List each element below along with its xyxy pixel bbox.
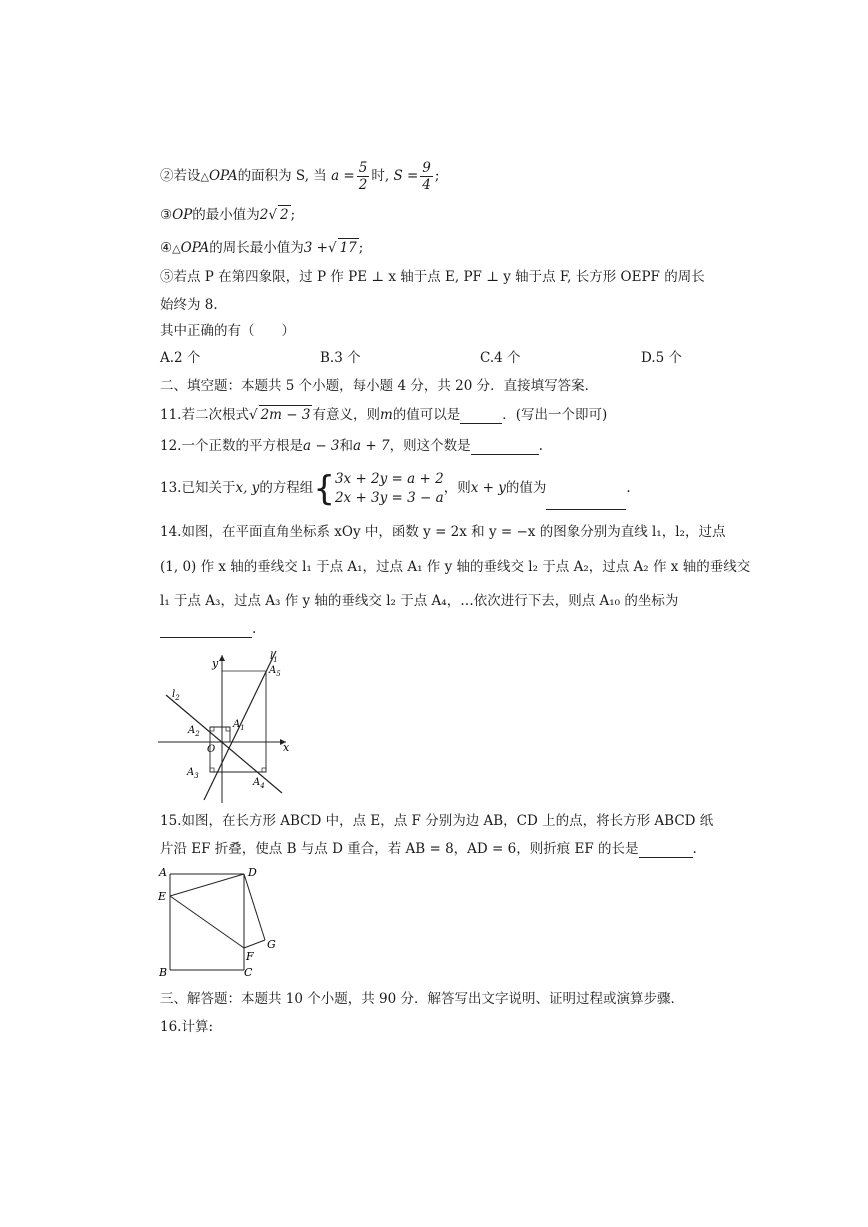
label-a1-sub: 1 bbox=[240, 724, 245, 732]
label-g: G bbox=[267, 938, 276, 951]
label-a3-sub: 3 bbox=[194, 772, 199, 780]
equation-2: 2x + 3y = 3 − a bbox=[334, 489, 444, 506]
statement-2-when: 时, bbox=[371, 168, 390, 184]
fraction-5-2 bbox=[357, 160, 370, 193]
answer-blank[interactable] bbox=[546, 495, 626, 510]
equation-system bbox=[335, 470, 444, 508]
q15-end: . bbox=[692, 841, 697, 857]
statement-3-op: OP bbox=[172, 207, 193, 223]
label-a2-main: A bbox=[188, 725, 196, 736]
fraction-numerator: 5 bbox=[358, 160, 368, 176]
question-11 bbox=[160, 405, 607, 424]
label-a5-main: A bbox=[269, 665, 277, 676]
statement-2 bbox=[160, 158, 439, 195]
statement-4 bbox=[160, 238, 363, 258]
triangle-symbol: △ bbox=[200, 170, 209, 183]
label-d: D bbox=[248, 866, 257, 879]
statement-2-a-var: a = bbox=[331, 168, 355, 184]
label-a3-main: A bbox=[187, 767, 195, 778]
label-y: y bbox=[212, 657, 219, 670]
q13-expr: x + y bbox=[470, 480, 506, 496]
q14-line-4 bbox=[160, 620, 256, 638]
answer-blank[interactable] bbox=[471, 440, 539, 455]
statement-3-coef: 2 bbox=[259, 207, 269, 223]
q15-line-2 bbox=[160, 840, 697, 858]
segment-dg bbox=[244, 874, 265, 940]
segment-ef bbox=[170, 896, 244, 948]
label-a2 bbox=[187, 725, 200, 738]
sqrt-sign: √ bbox=[248, 407, 258, 423]
statement-4-radicand: 17 bbox=[339, 240, 357, 256]
statement-3-radicand: 2 bbox=[279, 207, 289, 223]
answer-blank[interactable] bbox=[160, 623, 252, 638]
option-b: B.3 个 bbox=[320, 350, 361, 366]
figure-14-coordinate-plane bbox=[156, 645, 296, 805]
section-2-heading: 二、填空题：本题共 5 个小题，每小题 4 分，共 20 分．直接填写答案． bbox=[160, 378, 599, 394]
q11-radicand: 2m − 3 bbox=[260, 407, 311, 423]
q12-expr-2: a + 7 bbox=[353, 438, 390, 454]
q11-text: 有意义，则 bbox=[312, 407, 380, 423]
statement-4-triangle: OPA bbox=[180, 240, 210, 256]
statement-5-line-2: 始终为 8. bbox=[160, 297, 218, 313]
right-angle-mark bbox=[226, 727, 230, 731]
label-l2-main: l bbox=[172, 689, 176, 700]
q13-then: ，则 bbox=[443, 480, 471, 496]
q14-line-2: (1, 0) 作 x 轴的垂线交 l₁ 于点 A₁，过点 A₁ 作 y 轴的垂线交 l₂ 于点 A₂，过点 A₂ 作 x 轴的垂线交 bbox=[160, 559, 751, 575]
brace-symbol: { bbox=[313, 468, 335, 509]
fraction-numerator: 9 bbox=[422, 160, 431, 176]
q15-line-2-text: 片沿 EF 折叠，使点 B 与点 D 重合，若 AB = 8，AD = 6，则折痕 EF 的长是 bbox=[160, 841, 639, 857]
q11-note: ．(写出一个即可) bbox=[502, 407, 608, 423]
q12-text: ，则这个数是 bbox=[389, 438, 471, 454]
label-a: A bbox=[159, 866, 167, 879]
q12-and: 和 bbox=[339, 438, 354, 454]
q12-prefix: 12.一个正数的平方根是 bbox=[160, 438, 303, 454]
label-a4 bbox=[252, 777, 265, 790]
figure-15-rectangle-fold bbox=[156, 862, 286, 982]
segment-ed bbox=[170, 874, 244, 896]
q13-vars: x, y bbox=[235, 480, 260, 496]
statement-2-triangle: OPA bbox=[208, 168, 238, 184]
q15-line-1: 15.如图，在长方形 ABCD 中，点 E，点 F 分别为边 AB，CD 上的点，将长方形 ABCD 纸 bbox=[160, 813, 714, 829]
q11-text-2: 的值可以是 bbox=[392, 407, 461, 423]
option-d: D.5 个 bbox=[641, 350, 683, 366]
fraction-denominator: 4 bbox=[422, 177, 431, 193]
statement-3-text: 的最小值为 bbox=[192, 207, 260, 223]
label-a4-sub: 4 bbox=[260, 782, 265, 790]
label-l2-sub: 2 bbox=[175, 694, 180, 702]
sqrt-sign: √ bbox=[268, 207, 277, 223]
equation-1: 3x + 2y = a + 2 bbox=[334, 470, 444, 487]
line-l2 bbox=[166, 695, 282, 793]
q13-text-2: 的值为 bbox=[505, 480, 547, 496]
statement-2-prefix: ②若设 bbox=[160, 168, 201, 184]
q13-text: 的方程组 bbox=[259, 480, 314, 496]
q13-prefix: 13.已知关于 bbox=[160, 480, 236, 496]
section-3-heading: 三、解答题：本题共 10 个小题，共 90 分．解答写出文字说明、证明过程或演算步骤． bbox=[160, 991, 685, 1007]
right-angle-mark bbox=[210, 768, 214, 772]
q14-end: . bbox=[252, 621, 257, 637]
option-c: C.4 个 bbox=[480, 350, 521, 366]
label-a5-sub: 5 bbox=[276, 670, 281, 678]
label-x: x bbox=[283, 741, 290, 754]
fraction-9-4 bbox=[420, 160, 433, 193]
fraction-denominator: 2 bbox=[358, 177, 368, 193]
statement-3 bbox=[160, 205, 295, 224]
y-axis-arrow bbox=[219, 655, 225, 661]
statement-3-marker: ③ bbox=[160, 207, 173, 223]
label-a4-main: A bbox=[253, 777, 261, 788]
question-12 bbox=[160, 437, 543, 455]
label-a2-sub: 2 bbox=[195, 730, 200, 738]
q12-end: . bbox=[538, 438, 543, 454]
option-a: A.2 个 bbox=[160, 350, 201, 366]
label-f: F bbox=[246, 950, 254, 963]
statement-3-end: ; bbox=[290, 207, 296, 223]
statement-2-text: 的面积为 S, 当 bbox=[237, 168, 327, 184]
label-l1-sub: 1 bbox=[273, 656, 278, 664]
right-angle-mark bbox=[262, 768, 266, 772]
question-prompt: 其中正确的有（ ） bbox=[160, 323, 295, 339]
statement-4-text: 的周长最小值为 bbox=[209, 240, 304, 256]
question-16: 16.计算: bbox=[160, 1019, 214, 1035]
label-a1-main: A bbox=[233, 719, 241, 730]
label-l1-main: l bbox=[270, 651, 274, 662]
statement-2-end: ; bbox=[434, 168, 440, 184]
statement-4-end: ; bbox=[358, 240, 364, 256]
q13-end: . bbox=[626, 480, 631, 496]
label-e: E bbox=[158, 890, 167, 903]
answer-blank[interactable] bbox=[639, 843, 693, 858]
label-a5 bbox=[268, 665, 281, 678]
label-o: O bbox=[207, 744, 216, 755]
q12-expr-1: a − 3 bbox=[302, 438, 340, 454]
q14-line-3: l₁ 于点 A₃，过点 A₃ 作 y 轴的垂线交 l₂ 于点 A₄，…依次进行下去，则点 A₁₀ 的坐标为 bbox=[160, 593, 679, 609]
right-angle-mark bbox=[210, 727, 214, 731]
q14-line-1: 14.如图，在平面直角坐标系 xOy 中，函数 y = 2x 和 y = −x 的图象分别为直线 l₁，l₂，过点 bbox=[160, 524, 726, 540]
statement-5-line-1: ⑤若点 P 在第四象限，过 P 作 PE ⊥ x 轴于点 E, PF ⊥ y 轴于点 F, 长方形 OEPF 的周长 bbox=[160, 269, 705, 285]
triangle-symbol: △ bbox=[172, 242, 181, 255]
q11-var: m bbox=[379, 407, 393, 423]
sqrt-sign: √ bbox=[327, 240, 337, 256]
statement-2-s-var: S = bbox=[393, 168, 419, 184]
segment-gf bbox=[244, 940, 265, 948]
answer-blank[interactable] bbox=[460, 409, 502, 424]
q11-prefix: 11.若二次根式 bbox=[160, 407, 249, 423]
question-13 bbox=[160, 466, 631, 510]
label-a3 bbox=[186, 767, 199, 780]
label-c: C bbox=[244, 966, 253, 979]
statement-4-value: 3 + bbox=[303, 240, 328, 256]
statement-4-marker: ④ bbox=[160, 240, 173, 256]
label-l2 bbox=[172, 689, 180, 702]
label-b: B bbox=[159, 966, 168, 979]
